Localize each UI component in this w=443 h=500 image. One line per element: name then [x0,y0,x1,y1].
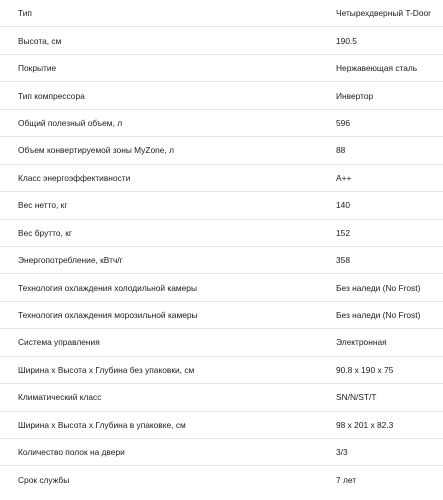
spec-value: A++ [336,172,352,183]
spec-row-coating [0,55,443,82]
spec-row-door-shelves [0,439,443,466]
spec-row-total-volume [0,110,443,137]
spec-label: Ширина х Высота х Глубина в упаковке, см [18,419,186,430]
spec-label: Класс энергоэффективности [18,172,131,183]
spec-label: Тип [18,8,32,19]
spec-value: 140 [336,200,350,211]
spec-value: 152 [336,227,350,238]
spec-row-energy-consumption [0,247,443,274]
spec-row-control-system [0,329,443,356]
spec-label: Система управления [18,337,100,348]
spec-value: 7 лет [336,475,357,486]
spec-label: Высота, см [18,35,62,46]
spec-value: Инвертор [336,90,374,101]
spec-value: 358 [336,255,350,266]
spec-row-dimensions-packed [0,412,443,439]
spec-label: Климатический класс [18,392,102,403]
spec-row-freezer-cooling [0,302,443,329]
spec-row-net-weight [0,192,443,219]
spec-value: 3/3 [336,447,348,458]
spec-label: Количество полок на двери [18,447,125,458]
spec-value: SN/N/ST/T [336,392,377,403]
spec-label: Общий полезный объем, л [18,117,123,128]
spec-label: Вес нетто, кг [18,200,68,211]
spec-row-compressor [0,82,443,109]
spec-row-gross-weight [0,220,443,247]
spec-value: Электронная [336,337,387,348]
spec-row-climate-class [0,384,443,411]
spec-row-myzone-volume [0,137,443,164]
spec-label: Срок службы [18,475,70,486]
spec-row-height [0,27,443,54]
spec-label: Вес брутто, кг [18,227,72,238]
spec-label: Объем конвертируемой зоны MyZone, л [18,145,174,156]
spec-label: Ширина х Высота х Глубина без упаковки, см [18,364,195,375]
spec-row-dimensions-unpacked [0,357,443,384]
spec-value: Без наледи (No Frost) [336,282,421,293]
spec-label: Технология охлаждения холодильной камеры [18,282,197,293]
spec-row-service-life [0,466,443,493]
spec-value: 596 [336,117,350,128]
spec-value: Четырехдверный T-Door [336,8,431,19]
spec-value: Нержавеющая сталь [336,63,418,74]
spec-value: 88 [336,145,346,156]
spec-value: 98 х 201 х 82.3 [336,419,394,430]
spec-row-energy-class [0,165,443,192]
spec-row-type [0,0,443,27]
spec-label: Технология охлаждения морозильной камеры [18,310,198,321]
spec-row-fridge-cooling [0,274,443,301]
spec-label: Покрытие [18,63,57,74]
spec-label: Энергопотребление, кВтч/г [18,255,123,266]
spec-value: 90.8 х 190 х 75 [336,364,394,375]
spec-value: 190.5 [336,35,357,46]
spec-label: Тип компрессора [18,90,85,101]
spec-value: Без наледи (No Frost) [336,310,421,321]
